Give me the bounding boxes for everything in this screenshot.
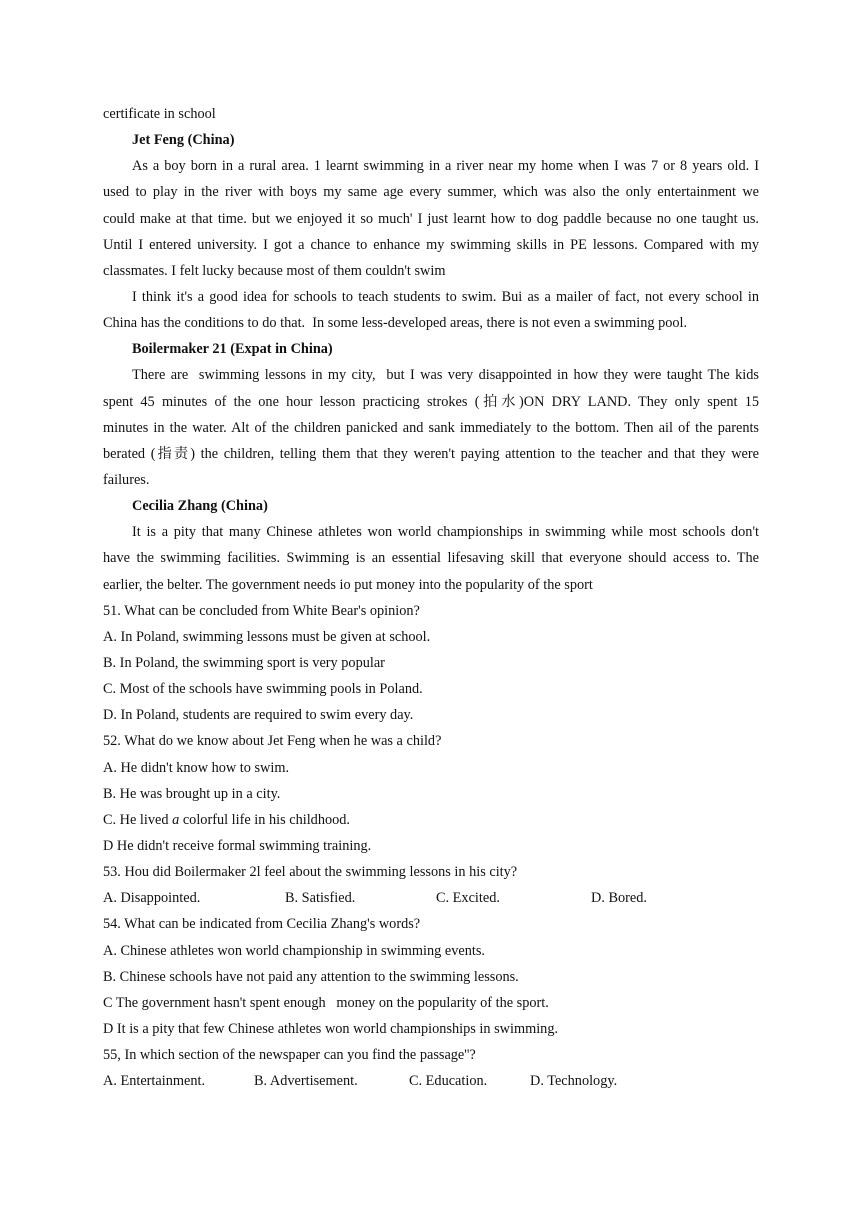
option-c-text-end: colorful life in his childhood. — [179, 811, 350, 828]
option-c-italic-word: a — [172, 811, 180, 828]
question-54-option-d: D It is a pity that few Chinese athletes won world championships in swimming. — [103, 1020, 559, 1037]
cecilia-heading: Cecilia Zhang (China) — [132, 498, 268, 515]
question-55-stem: 55, In which section of the newspaper can you find the passage''? — [103, 1047, 476, 1064]
question-52-option-b: B. He was brought up in a city. — [103, 785, 281, 802]
question-51-stem: 51. What can be concluded from White Bear's opinion? — [103, 602, 420, 619]
cecilia-p1-line-2: have the swimming facilities. Swimming is an essential lifesaving skill that everyone should access to. The — [103, 550, 759, 567]
cecilia-p1-line-3: earlier, the belter. The government needs io put money into the popularity of the sport — [103, 576, 593, 593]
intro-tail-line: certificate in school — [103, 106, 216, 122]
question-55-option-b: B. Advertisement. — [254, 1073, 358, 1090]
question-53-option-a: A. Disappointed. — [103, 890, 201, 907]
jet-p1-line-2: used to play in the river with boys my same age every summer, which was also the only entertainment we — [103, 184, 759, 201]
question-53-option-b: B. Satisfied. — [285, 890, 356, 907]
question-54-option-a: A. Chinese athletes won world championship in swimming events. — [103, 942, 485, 959]
jet-p2-line-1: I think it's a good idea for schools to teach students to swim. Bui as a mailer of fact, not every school in — [132, 288, 759, 305]
boiler-p1-line-5: failures. — [103, 471, 150, 488]
question-52-option-d: D He didn't receive formal swimming training. — [103, 837, 372, 854]
jet-p1-line-4: Until I entered university. I got a chance to enhance my swimming skills in PE lessons. Compared with my — [103, 236, 759, 253]
jet-feng-heading: Jet Feng (China) — [132, 132, 235, 149]
question-52-option-a: A. He didn't know how to swim. — [103, 759, 290, 776]
boiler-p1-line-1: There are swimming lessons in my city, but I was very disappointed in how they were taught The kids — [132, 367, 759, 384]
boiler-p1-line-2: spent 45 minutes of the one hour lesson practicing strokes (拍水)ON DRY LAND. They only spent 15 — [103, 393, 759, 410]
cecilia-p1-line-1: It is a pity that many Chinese athletes won world championships in swimming while most schools don't — [132, 524, 759, 541]
question-54-option-c: C The government hasn't spent enough money on the popularity of the sport. — [103, 994, 549, 1011]
question-55-option-c: C. Education. — [409, 1073, 488, 1090]
question-53-stem: 53. Hou did Boilermaker 2l feel about the swimming lessons in his city? — [103, 864, 518, 881]
question-51-option-d: D. In Poland, students are required to swim every day. — [103, 707, 414, 724]
question-55-option-d: D. Technology. — [530, 1073, 618, 1090]
boilermaker-heading: Boilermaker 21 (Expat in China) — [132, 341, 333, 358]
question-52-option-c — [103, 807, 759, 833]
jet-p1-line-5: classmates. I felt lucky because most of them couldn't swim — [103, 262, 446, 279]
question-53-option-d: D. Bored. — [591, 890, 647, 907]
option-c-text-start: C. He lived — [103, 811, 173, 828]
question-55-option-a: A. Entertainment. — [103, 1073, 206, 1090]
question-51-option-a: A. In Poland, swimming lessons must be given at school. — [103, 628, 431, 645]
question-54-stem: 54. What can be indicated from Cecilia Zhang's words? — [103, 916, 421, 933]
jet-p1-line-3: could make at that time. but we enjoyed it so much' I just learnt how to dog paddle because no one taught us. — [103, 210, 759, 227]
question-55-options — [103, 1068, 759, 1094]
question-53-options — [103, 885, 759, 911]
jet-p1-line-1: As a boy born in a rural area. 1 learnt swimming in a river near my home when I was 7 or 8 years old. I — [132, 158, 759, 175]
question-54-option-b: B. Chinese schools have not paid any attention to the swimming lessons. — [103, 968, 519, 985]
boiler-p1-line-3: minutes in the water. Alt of the children panicked and sank immediately to the bottom. Then ail of the parents — [103, 419, 759, 436]
jet-p2-line-2: China has the conditions to do that. In some less-developed areas, there is not even a swimming pool. — [103, 315, 688, 332]
page-content — [103, 101, 759, 1094]
question-51-option-c: C. Most of the schools have swimming pools in Poland. — [103, 681, 423, 698]
question-52-stem: 52. What do we know about Jet Feng when he was a child? — [103, 733, 442, 750]
question-51-option-b: B. In Poland, the swimming sport is very popular — [103, 654, 385, 671]
boiler-p1-line-4: berated (指责) the children, telling them that they weren't paying attention to the teacher and that they were — [103, 445, 759, 462]
question-53-option-c: C. Excited. — [436, 890, 500, 907]
